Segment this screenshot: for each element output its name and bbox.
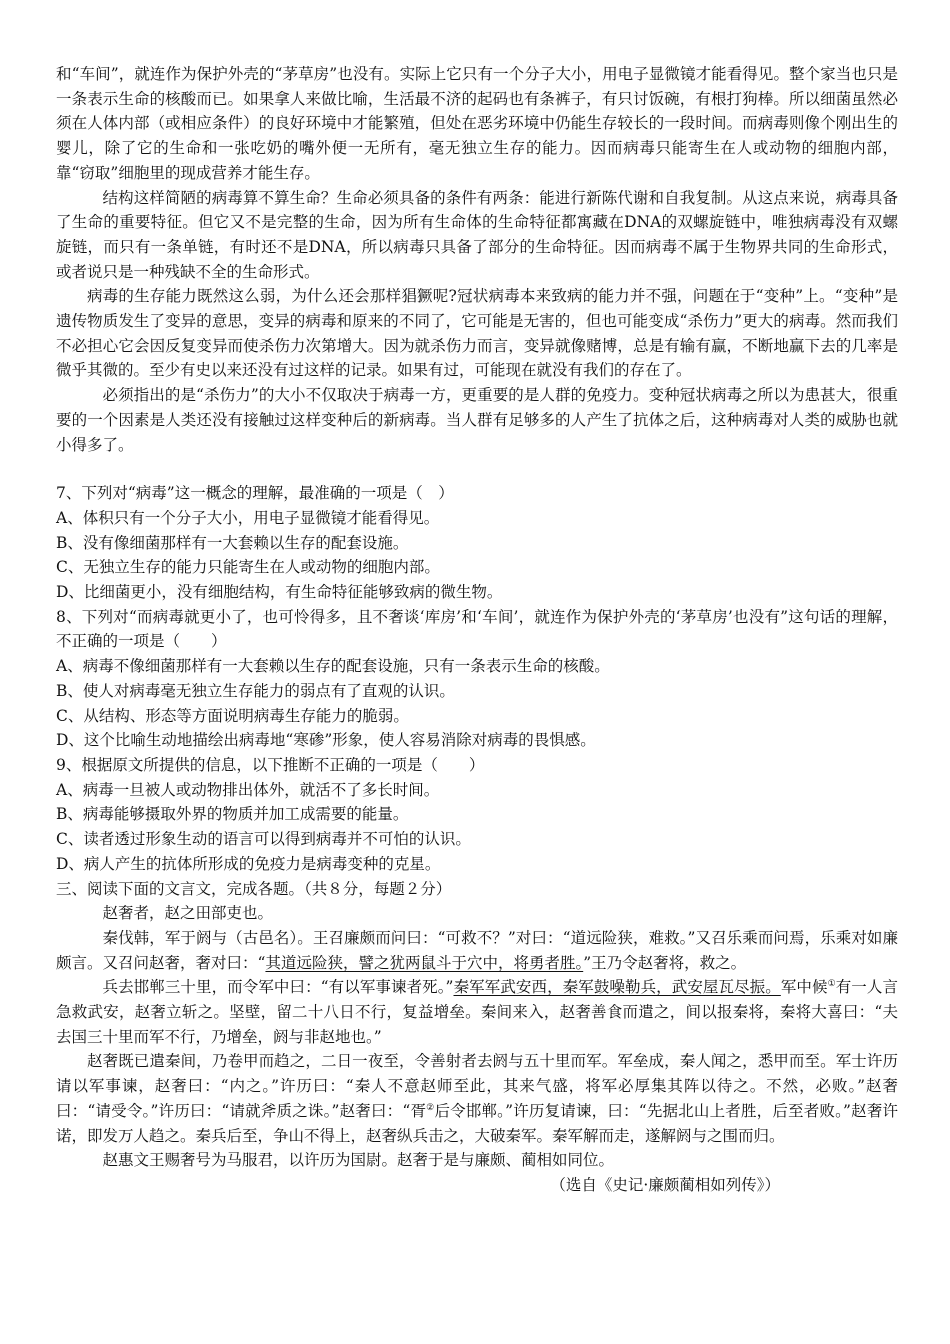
classical-paragraph-1: 赵奢者，赵之田部吏也。 xyxy=(102,904,274,923)
passage-paragraph-1: 和“车间”，就连作为保护外壳的“茅草房”也没有。实际上它只有一个分子大小，用电子显微镜才能看得见。整个家当也只是一条表示生命的核酸而已。如果拿人来做比喻，生活最不济的起码也有条裤子，有只讨饭碗，有根打狗棒。所以细菌虽然必须在人体内部（或相应条件）的良好环境中才能繁殖，但处在恶劣环境中仍能生存较长的一段时间。而病毒则像个刚出生的婴儿，除了它的生命和一张吃奶的嘴外便一无所有，毫无独立生存的能力。因而病毒只能寄生在人或动物的细胞内部，靠“窃取”细胞里的现成营养才能生存。 xyxy=(56,65,898,182)
footnote-marker: ① xyxy=(827,979,836,990)
footnote-marker: ② xyxy=(426,1102,435,1113)
option-c: C、读者透过形象生动的语言可以得到病毒并不可怕的认识。 xyxy=(56,830,471,849)
document-page xyxy=(56,62,898,1198)
option-d: D、这个比喻生动地描绘出病毒地“寒碜”形象，使人容易消除对病毒的畏惧感。 xyxy=(56,731,596,750)
text-span: 军中候 xyxy=(780,978,828,997)
option-d: D、比细菌更小，没有细胞结构，有生命特征能够致病的微生物。 xyxy=(56,583,503,602)
passage-paragraph-4: 必须指出的是“杀伤力”的大小不仅取决于病毒一方，更重要的是人群的免疫力。变种冠状病毒之所以为患甚大，很重要的一个因素是人类还没有接触过这样变种后的新病毒。当人群有足够多的人产生了抗体之后，这种病毒对人类的威胁也就小得多了。 xyxy=(56,386,898,454)
classical-paragraph-3 xyxy=(56,975,898,1049)
text-span: 有一人言急救武安，赵奢立斩之。坚壁，留二十八日不行，复益增垒。秦间来入，赵奢善食而遣之，间以报秦将，秦将大喜曰：“夫去国三十里而军不行，乃增垒，阏与非赵地也。” xyxy=(56,978,898,1046)
section-3-heading: 三、阅读下面的文言文，完成各题。（共８分，每题２分） xyxy=(56,879,452,898)
question-stem: 7、下列对“病毒”这一概念的理解，最准确的一项是（ ） xyxy=(56,484,454,503)
option-a: A、病毒不像细菌那样有一大套赖以生存的配套设施，只有一条表示生命的核酸。 xyxy=(56,657,610,676)
option-a: A、病毒一旦被人或动物排出体外，就活不了多长时间。 xyxy=(56,780,440,799)
classical-paragraph-5: 赵惠文王赐奢号为马服君，以许历为国尉。赵奢于是与廉颇、蔺相如同位。 xyxy=(102,1151,615,1170)
source-citation: （选自《史记·廉颇蔺相如列传》） xyxy=(550,1175,780,1194)
text-span: 赵奢既已遣秦间，乃卷甲而趋之，二日一夜至，令善射者去阏与五十里而军。军垒成，秦人闻之，悉甲而至。军士许历请以军事谏，赵奢曰：“内之。”许历曰：“秦人不意赵师至此，其来气盛，将军必厚集其阵以待之。不然，必败。”赵奢曰：“请受令。”许历曰：“请就斧质之诛。”赵奢曰：“胥 xyxy=(56,1052,898,1120)
passage-paragraph-3: 病毒的生存能力既然这么弱，为什么还会那样猖獗呢?冠状病毒本来致病的能力并不强，问题在于“变种”上。“变种”是遗传物质发生了变异的意思，变异的病毒和原来的不同了，它可能是无害的，但也可能变成“杀伤力”更大的病毒。然而我们不必担心它会因反复变异而使杀伤力次第增大。因为就杀伤力而言，变异就像赌博，总是有输有赢，不断地赢下去的几率是微乎其微的。至少有史以来还没有过这样的记录。如果有过，可能现在就没有我们的存在了。 xyxy=(56,287,898,380)
blank-line xyxy=(56,457,898,481)
underlined-sentence: 其道远险狭，譬之犹两鼠斗于穴中，将勇者胜。 xyxy=(265,953,584,972)
text-span: ”王乃令赵奢将，救之。 xyxy=(583,953,747,972)
question-8 xyxy=(56,605,898,753)
text-span: 后令邯郸。”许历复请谏，曰：“先据北山上者胜，后至者败。”赵奢许诺，即发万人趋之。秦兵后至，争山不得上，赵奢纵兵击之，大破秦军。秦军解而走，遂解阏与之围而归。 xyxy=(56,1101,899,1145)
classical-paragraph-4 xyxy=(56,1049,898,1148)
passage-paragraph-2: 结构这样简陋的病毒算不算生命？生命必须具备的条件有两条：能进行新陈代谢和自我复制。从这点来说，病毒具备了生命的重要特征。但它又不是完整的生命，因为所有生命体的生命特征都寓藏在DNA的双螺旋链中，唯独病毒没有双螺旋链，而只有一条单链，有时还不是DNA，所以病毒只具备了部分的生命特征。因而病毒不属于生物界共同的生命形式，或者说只是一种残缺不全的生命形式。 xyxy=(56,188,898,281)
question-stem: 8、下列对“而病毒就更小了，也可怜得多，且不奢谈‘库房’和‘车间’，就连作为保护外壳的‘茅草房’也没有”这句话的理解，不正确的一项是（ ） xyxy=(56,607,898,651)
text-span: 秦伐韩，军于阏与（古邑名）。王召廉颇而问曰：“可救不？”对曰：“道远险狭，难救。”又召乐乘而问焉，乐乘对如廉颇言。又召问赵奢，奢对曰：“ xyxy=(56,928,898,972)
question-9 xyxy=(56,753,898,877)
option-c: C、无独立生存的能力只能寄生在人或动物的细胞内部。 xyxy=(56,558,440,577)
option-d: D、病人产生的抗体所形成的免疫力是病毒变种的克星。 xyxy=(56,854,441,873)
question-stem: 9、根据原文所提供的信息，以下推断不正确的一项是（ ） xyxy=(56,755,485,774)
option-c: C、从结构、形态等方面说明病毒生存能力的脆弱。 xyxy=(56,706,409,725)
underlined-sentence: 秦军军武安西，秦军鼓噪勒兵，武安屋瓦尽振。 xyxy=(453,978,781,997)
classical-paragraph-2 xyxy=(56,926,898,975)
option-b: B、使人对病毒毫无独立生存能力的弱点有了直观的认识。 xyxy=(56,681,455,700)
option-b: B、没有像细菌那样有一大套赖以生存的配套设施。 xyxy=(56,533,409,552)
option-a: A、体积只有一个分子大小，用电子显微镜才能看得见。 xyxy=(56,508,440,527)
question-7 xyxy=(56,481,898,605)
option-b: B、病毒能够摄取外界的物质并加工成需要的能量。 xyxy=(56,805,409,824)
text-span: 兵去邯郸三十里，而令军中曰：“有以军事谏者死。” xyxy=(102,978,454,997)
